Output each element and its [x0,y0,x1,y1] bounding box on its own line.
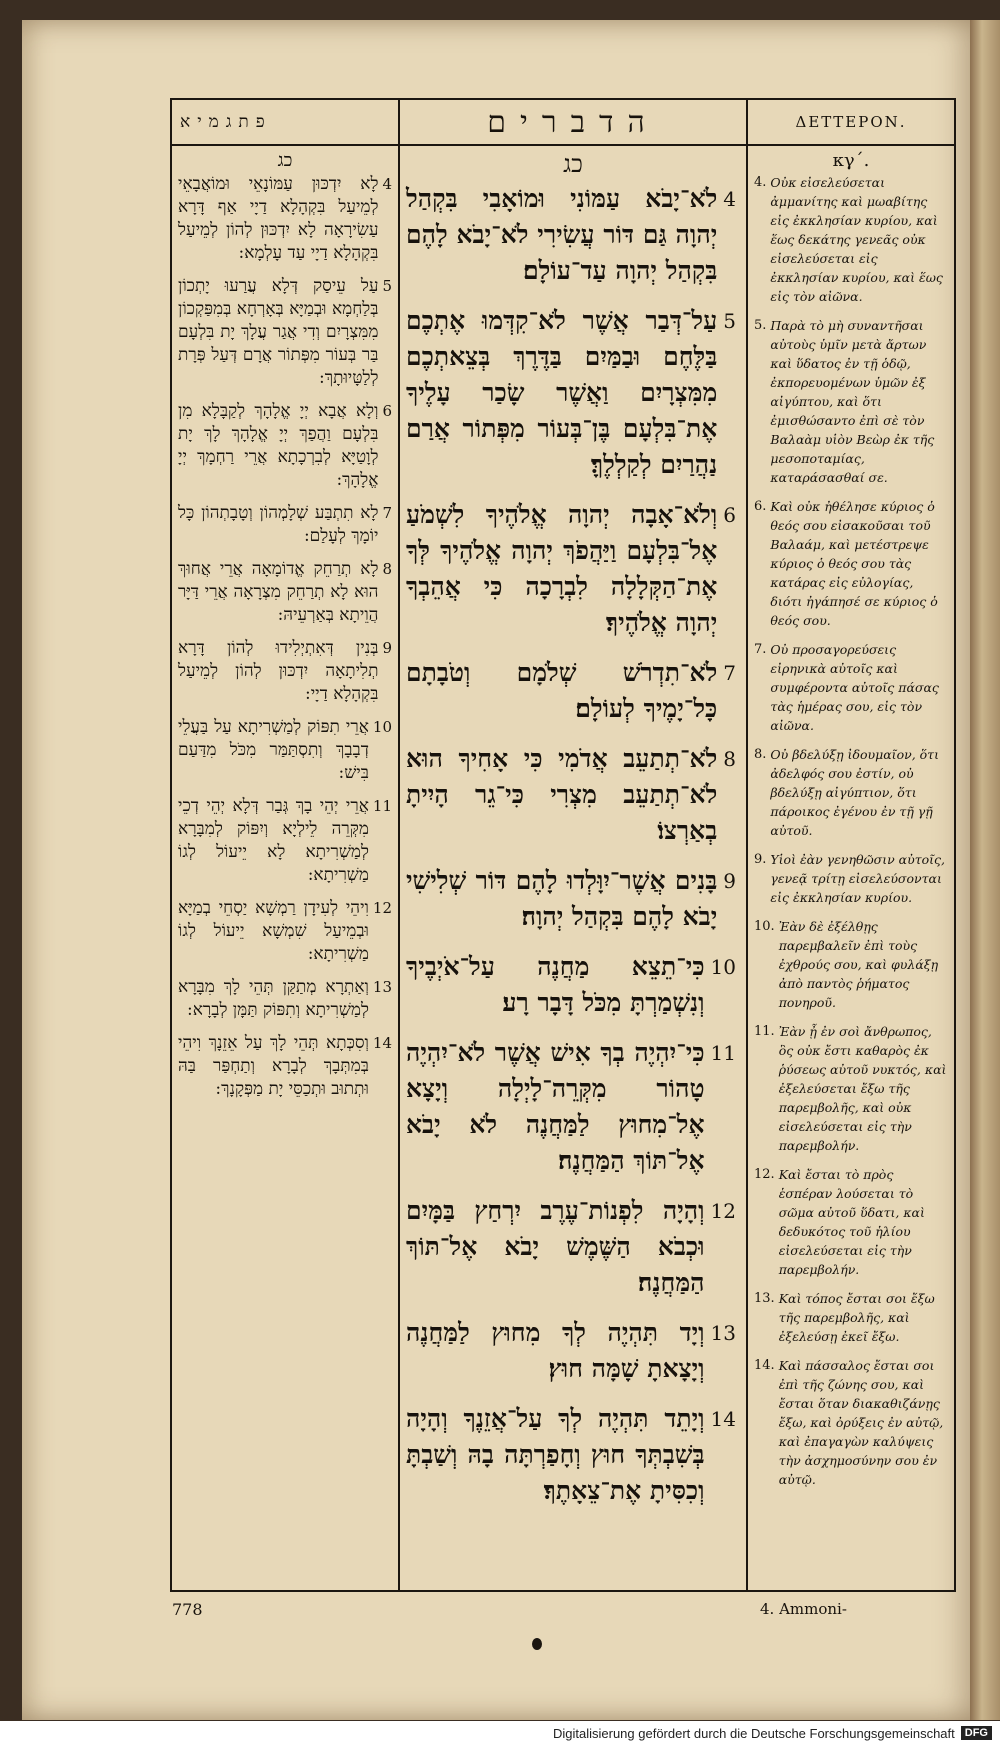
targum-column [172,100,400,1590]
verse-number: 11 [372,797,392,815]
greek-verses [748,173,954,1489]
page-number: 778 [172,1600,203,1619]
verse-text: כִּי־תֵצֵא מַחֲנֶה עַל־אֹיְבֶיךָ וְנִשְׁמַרְתָּ מִכֹּל דָּבָר רָע׃ [406,952,705,1017]
verse-number: 14 [710,1407,736,1431]
verse-number: 8 [382,560,392,578]
targum-verse [178,1032,392,1101]
hebrew-verse [406,1193,740,1301]
verse-number: 13 [372,978,392,996]
greek-verse [754,1356,948,1489]
verse-text: Καὶ οὐκ ἠθέλησε κύριος ὁ θεός σου εἰσακοῦσαι τοῦ Βαλαάμ, καὶ μετέστρεψε κύριος ὁ θεός σου τὰς κατάρας εἰς εὐλογίας, διότι ἠγάπησέ σε κύριος ὁ θεός σου. [770,499,938,628]
targum-verse [178,173,392,265]
verse-number: 9 [382,639,392,657]
hebrew-verse [406,655,740,727]
hebrew-verse [406,1315,740,1387]
hebrew-verse [406,949,740,1021]
verse-number: 5. [754,318,767,333]
hebrew-verse [406,497,740,641]
verse-text: לָא יִדְכּוּן עַמּוֹנָאֵי וּמוֹאֲבָאֵי לְמֵיעַל בִּקְהָלָא דַיָי אַף דָּרָא עַשִׂירָאָה לָא יִדְכּוּן לְהוֹן לְמֵיעַל בִּקְהָלָא דַיָי עַד עָלְמָא: [178,174,379,263]
targum-verse [178,558,392,627]
verse-number: 7 [723,661,736,685]
verse-number: 10 [710,955,736,979]
greek-verse [754,640,948,735]
verse-number: 12. [754,1167,775,1182]
targum-verse [178,897,392,966]
verse-text: בְּנִין דְּאִתְיְלִידוּ לְהוֹן דָּרָא תְלִיתָאָה יִדְכּוּן לְהוֹן לְמֵיעַל בִּקְהָלָא דַיָי: [178,638,379,704]
verse-text: וְיָד תִּהְיֶה לְךָ מִחוּץ לַמַּחֲנֶה וְיָצָאתָ שָׁמָּה חוּץ׃ [406,1318,705,1383]
greek-verse [754,850,948,907]
verse-number: 5 [723,309,736,333]
hebrew-chapter: כג [563,150,583,178]
book-spine-edge [970,20,1000,1720]
hebrew-column [400,100,748,1590]
verse-text: Υἱοὶ ἐὰν γενηθῶσιν αὐτοῖς, γενεᾷ τρίτῃ εἰσελεύσονται εἰς ἐκκλησίαν κυρίου. [770,852,946,905]
greek-verse [754,173,948,306]
verse-number: 13 [710,1321,736,1345]
verse-text: Οὐκ εἰσελεύσεται ἀμμανίτης καὶ μωαβίτης εἰς ἐκκλησίαν κυρίου, καὶ ἕως δεκάτης γενεᾶς οὐκ εἰσελεύσεται εἰς ἐκκλησίαν κυρίου, καὶ ἕως εἰς τὸν αἰῶνα. [770,175,943,304]
greek-verse [754,1289,948,1346]
verse-text: כִּי־יִהְיֶה בְךָ אִישׁ אֲשֶׁר לֹא־יִהְיֶה טָהוֹר מִקְּרֵה־לָיְלָה וְיָצָא אֶל־מִחוּץ לַמַּחֲנֶה לֹא יָבֹא אֶל־תּוֹךְ הַמַּחֲנֶה׃ [406,1038,705,1175]
verse-text: Καὶ τόπος ἔσται σοι ἔξω τῆς παρεμβολῆς, καὶ ἐξελεύσῃ ἐκεῖ ἔξω. [778,1291,935,1344]
verse-text: Καὶ ἔσται τὸ πρὸς ἑσπέραν λούσεται τὸ σῶμα αὐτοῦ ὕδατι, καὶ δεδυκότος τοῦ ἡλίου εἰσελεύσεται εἰς τὴν παρεμβολήν. [778,1167,925,1277]
verse-number: 14. [754,1358,775,1373]
greek-verse [754,316,948,487]
verse-text: עַל עֵיסַק דְּלָא עֲרַעוּ יָתְכוֹן בְּלַחְמָא וּבְמַיָּא בְּאָרְחָא בְּמִפַּקְכוֹן מִמִּצְרָיִם וְדִי אֲגַר עֲלָךְ יָת בִּלְעָם בַּר בְּעוֹר מִפְּתוֹר אֲרָם דְּעַל פְּרָת לְלַטָּיוּתָךְ: [178,276,379,388]
verse-text: Ἐὰν ᾖ ἐν σοὶ ἄνθρωπος, ὃς οὐκ ἔστι καθαρὸς ἐκ ῥύσεως αὐτοῦ νυκτός, καὶ ἐξελεύσεται ἔξω τῆς παρεμβολῆς, καὶ οὐκ εἰσελεύσεται εἰς τὴν παρεμβολήν. [778,1024,947,1153]
verse-text: Οὐ προσαγορεύσεις εἰρηνικὰ αὐτοῖς καὶ συμφέροντα αὐτοῖς πάσας τὰς ἡμέρας σου, εἰς τὸν αἰῶνα. [770,642,939,733]
verse-text: וִיהֵי לְעִידָן רַמְשָׁא יַסְחֵי בְמַיָּא וּבְמֵיעַל שִׁמְשָׁא יֵיעוֹל לְגוֹ מַשְׁרִיתָא: [178,898,369,964]
verse-number: 10. [754,919,775,934]
hebrew-verse [406,303,740,483]
greek-header: ΔΕΤΤΕΡΟΝ. [748,100,954,146]
verse-number: 6 [382,402,392,420]
targum-verse [178,795,392,887]
targum-verse [178,502,392,548]
hebrew-verse [406,741,740,849]
targum-verse [178,716,392,785]
greek-verse [754,1022,948,1155]
verse-number: 9. [754,852,767,867]
catchword: 4. Ammoni- [760,1600,847,1618]
targum-verse [178,400,392,492]
verse-number: 8 [723,747,736,771]
verse-number: 9 [723,869,736,893]
verse-text: לֹא־תְתַעֵב אֲדֹמִי כִּי אָחִיךָ הוּא לֹא־תְתַעֵב מִצְרִי כִּי־גֵר הָיִיתָ בְאַרְצוֹ׃ [406,744,718,845]
digitization-credit-bar [0,1721,1000,1745]
targum-verse [178,637,392,706]
dfg-logo[interactable]: DFG [961,1726,992,1740]
verse-number: 12 [372,899,392,917]
hebrew-verses [400,181,746,1509]
verse-number: 11. [754,1024,775,1039]
greek-column [748,100,954,1590]
verse-text: אֲרֵי יְהֵי בָךְ גְּבַר דְּלָא יְהֵי דְכֵי מִקְּרֵה לֵילְיָא וְיִפּוֹק לְמִבָּרָא לְמַשְׁרִיתָא לָא יֵיעוֹל לְגוֹ מַשְׁרִיתָא: [178,796,369,885]
verse-number: 6 [723,503,736,527]
greek-verse [754,1165,948,1279]
verse-text: Ἐὰν δὲ ἐξέλθῃς παρεμβαλεῖν ἐπὶ τοὺς ἐχθρούς σου, καὶ φυλάξῃ ἀπὸ παντὸς ῥήματος πονηροῦ. [778,919,939,1010]
verse-text: וְלֹא־אָבָה יְהוָה אֱלֹהֶיךָ לִשְׁמֹעַ אֶל־בִּלְעָם וַיַּהֲפֹךְ יְהוָה אֱלֹהֶיךָ לְּךָ אֶת־הַקְּלָלָה לִבְרָכָה כִּי אֲהֵבְךָ יְהוָה אֱלֹהֶיךָ׃ [406,500,718,637]
verse-text: Καὶ πάσσαλος ἔσται σοι ἐπὶ τῆς ζώνης σου, καὶ ἔσται ὅταν διακαθιζάνῃς ἔξω, καὶ ὀρύξεις ἐν αὐτῷ, καὶ ἐπαγαγὼν καλύψεις τὴν ἀσχημοσύνην σου ἐν αὐτῷ. [778,1358,944,1487]
targum-verse [178,275,392,390]
hebrew-verse [406,1401,740,1509]
verse-text: וְיָתֵד תִּהְיֶה לְךָ עַל־אֲזֵנֶךָ וְהָיָה בְּשִׁבְתְּךָ חוּץ וְחָפַרְתָּה בָהּ וְשַׁבְתָּ וְכִסִּיתָ אֶת־צֵאָתֶךָ׃ [406,1404,705,1505]
verse-text: וְסִכְּתָא תְּהֵי לָךְ עַל אֵזֵנָךְ וִיהֵי בְּמִתְּבָךְ לְבָרָא וְתַחְפַּר בַּהּ וּתְתוּב וּתְכַסֵּי יָת מַפְּקָנָךְ: [178,1033,369,1099]
verse-number: 4 [382,175,392,193]
verse-number: 13. [754,1291,775,1306]
verse-text: לֹא־תִדְרֹשׁ שְׁלֹמָם וְטֹבָתָם כָּל־יָמֶיךָ לְעוֹלָם׃ [406,658,718,723]
greek-verse [754,745,948,840]
targum-verse [178,976,392,1022]
verse-number: 7 [382,504,392,522]
hebrew-verse [406,1035,740,1179]
targum-header: פתגמיא [172,100,398,146]
verse-number: 14 [372,1034,392,1052]
hebrew-verse [406,181,740,289]
hebrew-verse [406,863,740,935]
credit-text: Digitalisierung gefördert durch die Deutsche Forschungsgemeinschaft [552,1725,955,1741]
verse-text: בָּנִים אֲשֶׁר־יִוָּלְדוּ לָהֶם דּוֹר שְׁלִישִׁי יָבֹא לָהֶם בִּקְהַל יְהוָה׃ [406,866,718,931]
verse-text: לָא תִתְבַּע שְׁלָמְהוֹן וְטָבָתְהוֹן כָּל יוֹמָךְ לְעָלַם: [178,503,379,546]
verse-number: 8. [754,747,767,762]
verse-number: 6. [754,499,767,514]
verse-number: 5 [382,277,392,295]
verse-number: 4 [723,187,736,211]
targum-verses [172,173,398,1101]
verse-number: 7. [754,642,767,657]
verse-number: 10 [372,718,392,736]
hebrew-header: הדברים [400,100,746,146]
verse-number: 11 [710,1041,736,1065]
verse-text: לָא תְרַחֵק אֱדוֹמָאָה אֲרֵי אֲחוּךְ הוּא לָא תְרַחֵק מִצְרָאָה אֲרֵי דַּיָּר הֲוֵיתָא בְּאַרְעֵיהּ: [178,559,379,625]
verse-number: 12 [710,1199,736,1223]
verse-text: וְהָיָה לִפְנוֹת־עֶרֶב יִרְחַץ בַּמָּיִם וּכְבֹא הַשֶּׁמֶשׁ יָבֹא אֶל־תּוֹךְ הַמַּחֲנֶה׃ [406,1196,705,1297]
verse-text: Οὐ βδελύξῃ ἰδουμαῖον, ὅτι ἀδελφός σου ἐστίν, οὐ βδελύξῃ αἰγύπτιον, ὅτι πάροικος ἐγένου ἐν τῇ γῇ αὐτοῦ. [770,747,939,838]
ink-blot [532,1638,542,1650]
verse-text: וְאַתְרָא מְתַקַּן תְּהֵי לָךְ מִבָּרָא לְמַשְׁרִיתָא וְתִפּוֹק תַּמָּן לְבָרָא: [178,977,369,1020]
verse-text: לֹא־יָבֹא עַמּוֹנִי וּמוֹאָבִי בִּקְהַל יְהוָה גַּם דּוֹר עֲשִׂירִי לֹא־יָבֹא לָהֶם בִּקְהַל יְהוָה עַד־עוֹלָם׃ [406,184,718,285]
verse-text: אֲרֵי תִפּוֹק לְמַשְׁרִיתָא עַל בַּעֲלֵי דְבָבָךְ וְתִסְתַּמַּר מִכֹּל מִדַּעַם בִּישׁ: [178,717,369,783]
targum-chapter: כג [277,150,293,171]
polyglot-text-frame [170,98,956,1592]
verse-number: 4. [754,175,767,190]
greek-verse [754,917,948,1012]
verse-text: וְלָא אֲבָא יְיָ אֱלָהָךְ לְקַבָּלָא מִן בִּלְעָם וַהֲפַךְ יְיָ אֱלָהָךְ לָךְ יָת לְוָטַיָּא לְבִרְכָתָא אֲרֵי רַחְמָךְ יְיָ אֱלָהָךְ: [178,401,379,490]
greek-verse [754,497,948,630]
verse-text: Παρὰ τὸ μὴ συναντῆσαι αὐτοὺς ὑμῖν μετὰ ἄρτων καὶ ὕδατος ἐν τῇ ὁδῷ, ἐκπορευομένων ὑμῶν ἐξ αἰγύπτου, καὶ ὅτι ἐμισθώσαντο ἐπὶ σὲ τὸν Βαλαὰμ υἱὸν Βεὼρ ἐκ τῆς μεσοποταμίας, καταράσασθαί σε. [770,318,935,485]
verse-text: עַל־דְּבַר אֲשֶׁר לֹא־קִדְּמוּ אֶתְכֶם בַּלֶּחֶם וּבַמַּיִם בַּדֶּרֶךְ בְּצֵאתְכֶם מִמִּצְרָיִם וַאֲשֶׁר שָׂכַר עָלֶיךָ אֶת־בִּלְעָם בֶּן־בְּעוֹר מִפְּתוֹר אֲרַם נַהֲרַיִם לְקַלְלֶךָּ׃ [406,306,718,479]
greek-chapter: κγ΄. [832,150,870,171]
